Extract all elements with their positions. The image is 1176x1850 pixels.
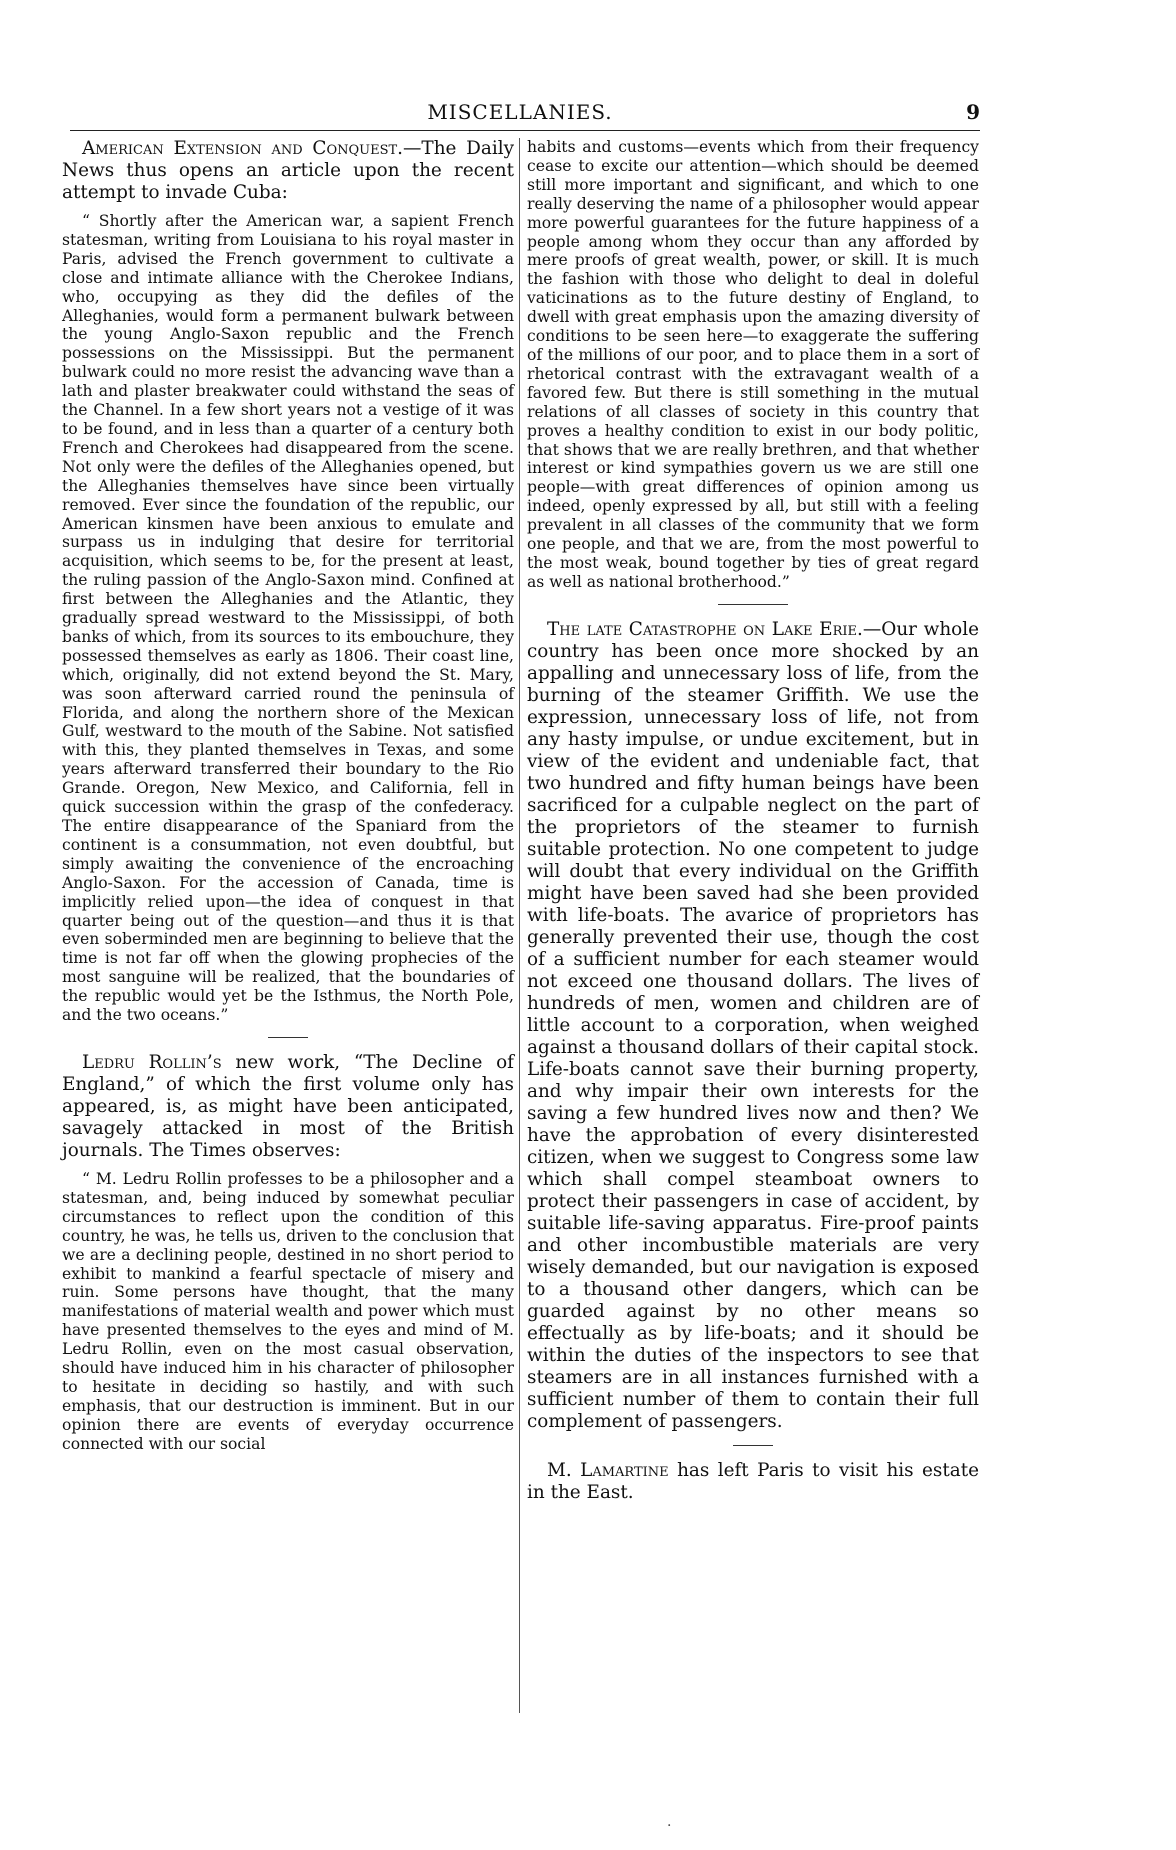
article-ledru-rollin-intro: Ledru Rollin’s new work, “The Decline of England,” of which the first volume only has appeared, is, as might have been anticipated, savagely attacked in most of the British journals. The Times observes: <box>62 1051 514 1161</box>
article-american-extension-intro: American Extension and Conquest.—The Daily News thus opens an article upon the recent attempt to invade Cuba: <box>62 138 515 203</box>
article-separator <box>718 604 788 605</box>
article-lamartine: M. Lamartine has left Paris to visit his estate in the East. <box>527 1459 979 1503</box>
article-heading: Ledru Rollin’s <box>82 1051 222 1073</box>
article-ledru-rollin-quote-continued: habits and customs—events which from their frequency cease to excite our attention—which should be deemed still more important and significant, and which to one really deserving the name of a philosopher would appear more powerful guarantees for the future happiness of a people among whom they occur than any afforded by mere proofs of great wealth, power, or skill. It is much the fashion with those who delight to deal in doleful vaticinations as to the future destiny of England, to dwell with great emphasis upon the amazing diversity of conditions to be seen here—to exaggerate the suffering of the millions of our poor, and to place them in a sort of rhetorical contrast with the extravagant wealth of a favored few. But there is still something in the mutual relations of all classes of society in this country that proves a healthy condition to exist in our body politic, that shows that we are really brethren, and that whether interest or kind sympathies govern us we are still one people—with great differences of opinion among us indeed, openly expressed by all, but still with a feeling prevalent in all classes of the community that we form one people, and that we are, from the most powerful to the most weak, bound together by ties of great regard as well as national brotherhood.” <box>527 138 979 591</box>
article-ledru-rollin-quote: “ M. Ledru Rollin professes to be a philosopher and a statesman, and, being induced by somewhat peculiar circumstances to reflect upon the condition of this country, he was, he tells us, driven to the conclusion that we are a declining people, destined in no short period to exhibit to mankind a fearful spectacle of misery and ruin. Some persons have thought, that the many manifestations of material wealth and power which must have presented themselves to the eyes and mind of M. Ledru Rollin, even on the most casual observation, should have induced him in his character of philosopher to hesitate in deciding so hastily, and with such emphasis, that our destruction is imminent. But in our opinion there are events of everyday occurrence connected with our social <box>62 1169 514 1453</box>
article-heading: The late Catastrophe on Lake Erie. <box>547 618 863 640</box>
article-heading: M. Lamartine <box>547 1459 669 1481</box>
page-header <box>60 100 980 130</box>
page-number: 9 <box>966 100 980 124</box>
header-rule <box>70 130 980 131</box>
article-heading: American Extension and Conquest. <box>82 138 404 159</box>
left-column <box>62 138 514 1454</box>
article-separator <box>733 1445 773 1446</box>
right-column <box>527 138 979 1504</box>
article-separator <box>268 1037 308 1038</box>
article-american-extension-quote: “ Shortly after the American war, a sapient French statesman, writing from Louisiana to his royal master in Paris, advised the French government to cultivate a close and intimate alliance with the Cherokee Indians, who, occupying as they did the defiles of the Alleghanies, would form a permanent bulwark between the young Anglo-Saxon republic and the French possessions on the Mississippi. But the permanent bulwark could no more resist the advancing wave than a lath and plaster breakwater could withstand the seas of the Channel. In a few short years not a vestige of it was to be found, and in less than a quarter of a century both French and Cherokees had disappeared from the scene. Not only were the defiles of the Alleghanies opened, but the Alleghanies themselves have since been virtually removed. Ever since the foundation of the republic, our American kinsmen have been anxious to emulate and surpass us in indulging that desire for territorial acquisition, which seems to be, for the present at least, the ruling passion of the Anglo-Saxon mind. Confined at first between the Alleghanies and the Atlantic, they gradually spread westward to the Mississippi, of both banks of which, from its sources to its embouchure, they possessed themselves as early as 1806. Their coast line, which, originally, did not extend beyond the St. Mary, was soon afterward carried round the peninsula of Florida, and along the northern shore of the Mexican Gulf, westward to the mouth of the Sabine. Not satisfied with this, they planted themselves in Texas, and some years afterward transferred their boundary to the Rio Grande. Oregon, New Mexico, and California, fell in quick succession within the grasp of the confederacy. The entire disappearance of the Spaniard from the continent is a consummation, not even doubtful, but simply awaiting the convenience of the encroaching Anglo-Saxon. For the accession of Canada, time is implicitly relied upon—the idea of conquest in that quarter being out of the question—and thus it is that even soberminded men are beginning to believe that the time is not far off when the glowing prophecies of the most sanguine will be realized, that the boundaries of the republic would yet be the Isthmus, the North Pole, and the two oceans.” <box>62 212 514 1025</box>
article-lake-erie: The late Catastrophe on Lake Erie.—Our whole country has been once more shocked by an appalling and unnecessary loss of life, from the burning of the steamer Griffith. We use the expression, unnecessary loss of life, not from any hasty impulse, or undue excitement, but in view of the evident and undeniable fact, that two hundred and fifty human beings have been sacrificed for a culpable neglect on the part of the proprietors of the steamer to furnish suitable protection. No one competent to judge will doubt that every individual on the Griffith might have been saved had she been provided with life-boats. The avarice of proprietors has generally prevented their use, though the cost of a sufficient number for each steamer would not exceed one thousand dollars. The lives of hundreds of men, women and children are of little account to a corporation, when weighed against a thousand dollars of their capital stock. Life-boats cannot save their burning property, and why impair their own interests for the saving a few hundred lives now and then? We have the approbation of every disinterested citizen, when we suggest to Congress some law which shall compel steamboat owners to protect their passengers in case of accident, by suitable life-saving apparatus. Fire-proof paints and other incombustible materials are very wisely demanded, but our navigation is exposed to a thousand other dangers, which can be guarded against by no other means so effectually as by life-boats; and it should be within the duties of the inspectors to see that steamers are in all instances furnished with a sufficient number of them to contain their full complement of passengers. <box>527 618 980 1432</box>
column-divider <box>519 138 520 1713</box>
printer-mark: · <box>667 1818 672 1834</box>
running-title: MISCELLANIES. <box>427 100 613 124</box>
